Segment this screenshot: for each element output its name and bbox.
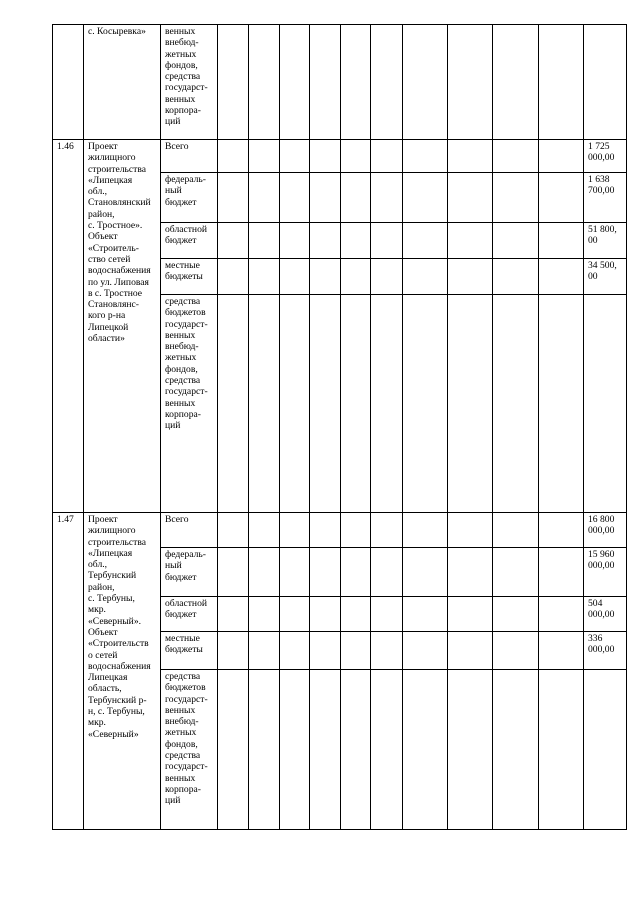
table-row [53, 513, 627, 548]
amount-cell: 1 725 000,00 [584, 140, 627, 173]
project-name-cell: Проект жилищного строительства «Липецкая обл., Тербунский район, с. Тербуны, мкр. «Северный». Объект «Строительств о сетей водоснабжения Липецкая область, Тербунский р- н, с. Тербуны, мкр. «Северный» [84, 513, 161, 830]
funding-source-cell: местные бюджеты [161, 632, 218, 670]
funding-source-cell: федераль- ный бюджет [161, 173, 218, 223]
funding-source-cell: средства бюджетов государст- венных внебюд- жетных фондов, средства государст- венных корпора- ций [161, 295, 218, 513]
row-number-cell [53, 25, 84, 140]
amount-cell: 51 800, 00 [584, 223, 627, 259]
funding-source-cell: местные бюджеты [161, 259, 218, 295]
amount-cell: 16 800 000,00 [584, 513, 627, 548]
project-name-cell: Проект жилищного строительства «Липецкая обл., Становлянский район, с. Тростное». Объект «Строитель- ство сетей водоснабжения по ул. Липовая в с. Тростное Становлянс- кого р-на Липецкой области» [84, 140, 161, 513]
funding-source-cell: областной бюджет [161, 223, 218, 259]
funding-source-cell: областной бюджет [161, 597, 218, 632]
project-name-cell: с. Косыревка» [84, 25, 161, 140]
table-row [53, 140, 627, 173]
amount-cell [584, 670, 627, 830]
table-row [53, 25, 627, 140]
row-number-cell: 1.46 [53, 140, 84, 513]
program-table [52, 24, 627, 830]
funding-source-cell: средства бюджетов государст- венных внебюд- жетных фондов, средства государст- венных корпора- ций [161, 670, 218, 830]
funding-source-cell: Всего [161, 513, 218, 548]
funding-source-cell: венных внебюд- жетных фондов, средства государст- венных корпора- ций [161, 25, 218, 140]
funding-source-cell: федераль- ный бюджет [161, 548, 218, 597]
amount-cell: 15 960 000,00 [584, 548, 627, 597]
row-number-cell: 1.47 [53, 513, 84, 830]
amount-cell: 34 500, 00 [584, 259, 627, 295]
funding-source-cell: Всего [161, 140, 218, 173]
amount-cell: 336 000,00 [584, 632, 627, 670]
amount-cell [584, 295, 627, 513]
amount-cell: 504 000,00 [584, 597, 627, 632]
amount-cell: 1 638 700,00 [584, 173, 627, 223]
